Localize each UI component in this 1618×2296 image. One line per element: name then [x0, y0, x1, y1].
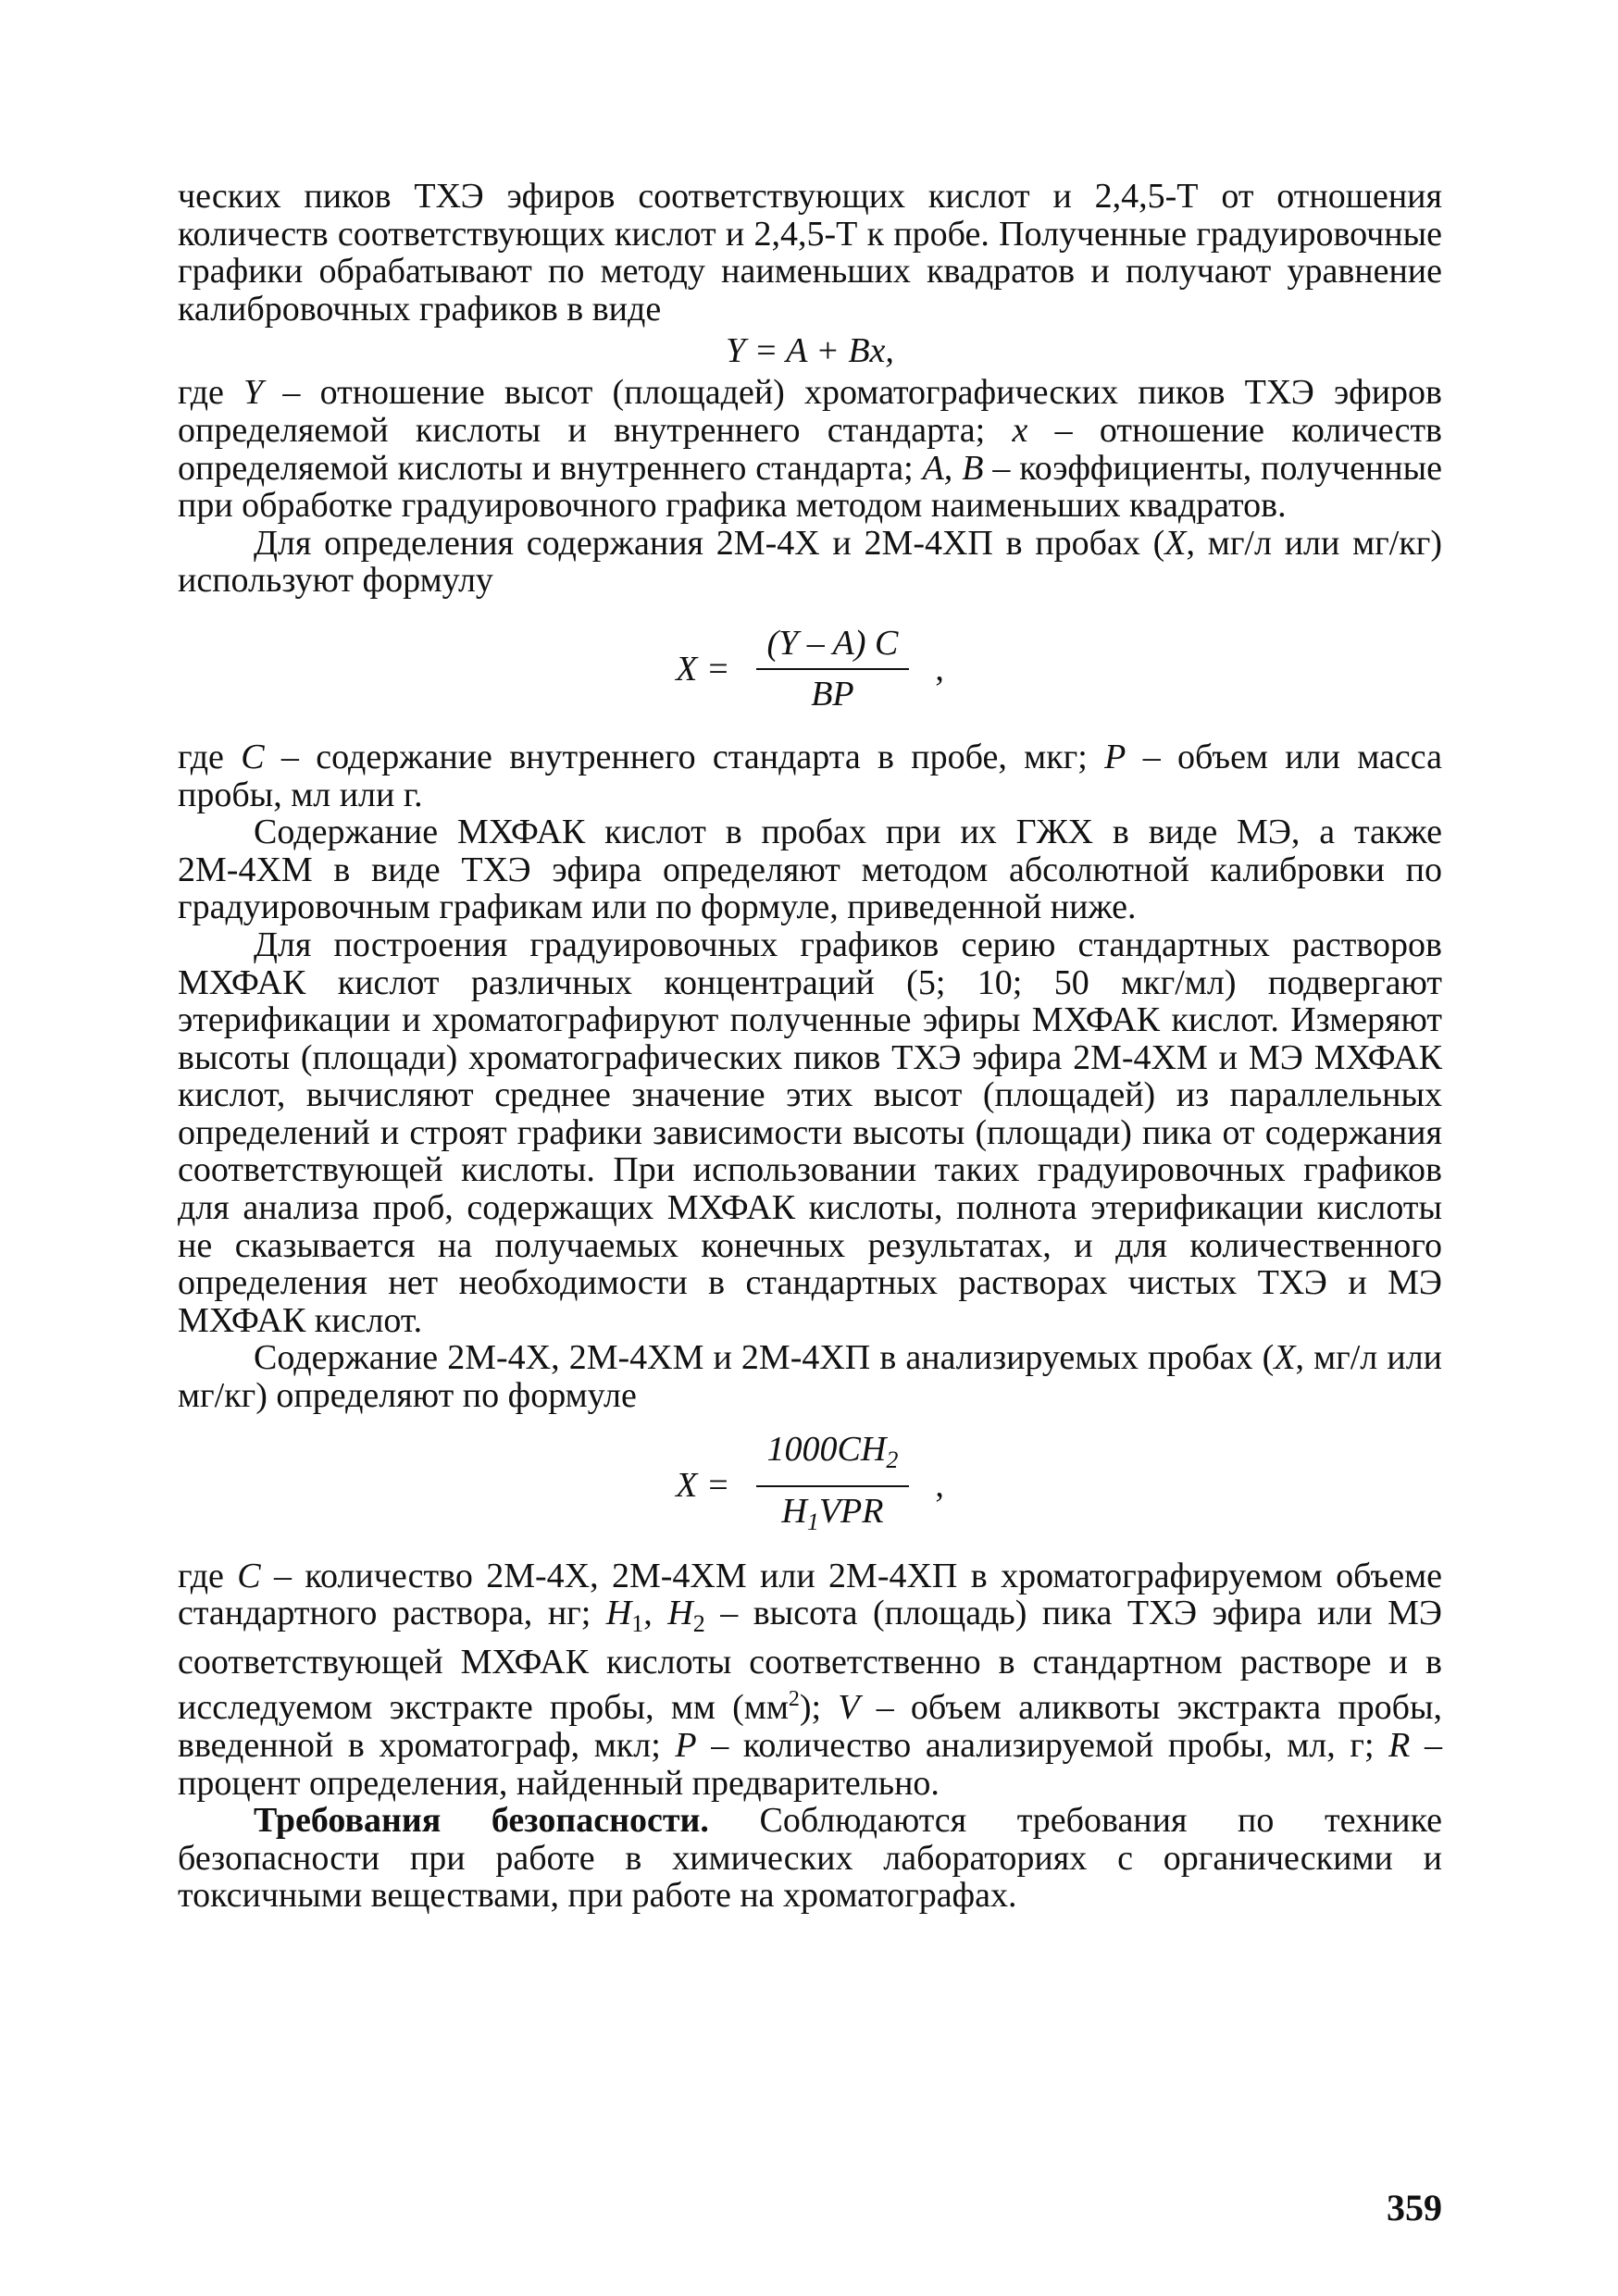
fraction-denominator: BP [811, 674, 854, 714]
paragraph-where-c [178, 738, 1442, 813]
safety-heading: Требования безопасности. [254, 1801, 709, 1841]
text-span: – процент определения, найденный предварительно. [178, 1726, 1442, 1803]
formula-punctuation: , [935, 649, 944, 689]
paragraph-content-formula-intro [178, 1339, 1442, 1414]
fraction-denominator [770, 1493, 894, 1542]
text-span: Соблюдаются требования по технике безопасности при работе в химических лабораториях с органическими и токсичными веществами, при работе на хроматографах. [178, 1801, 1442, 1916]
paragraph-safety [178, 1802, 1442, 1915]
text-span: – объем аликвоты экстракта пробы, введенной в хроматограф, мкл; [178, 1688, 1442, 1765]
var-r: R [1388, 1726, 1411, 1765]
var-x-upper: X [1164, 523, 1187, 563]
text-span: где [178, 1556, 238, 1595]
formula-content-internal-standard [178, 600, 1442, 738]
numerator-main: 1000CH [766, 1430, 887, 1470]
text-span: – объем или масса пробы, мл или г. [178, 737, 1442, 814]
text-span: Содержание 2М-4Х, 2М-4ХМ и 2М-4ХП в анализируемых пробах ( [254, 1338, 1275, 1378]
formula-punctuation: , [935, 1466, 944, 1506]
text-span: , мг/л или мг/кг) определяют по формуле [178, 1338, 1442, 1416]
fraction-bar [756, 668, 910, 670]
denominator-main: H [781, 1491, 807, 1531]
fraction [756, 1431, 910, 1541]
denominator-subscript: 1 [806, 1508, 819, 1535]
text-span: – высота (площадь) пика ТХЭ эфира или МЭ соответствующей МХФАК кислоты соответственно в стандартном растворе и в исследуемом экстракте пробы, мм (мм [178, 1594, 1442, 1728]
fraction-numerator: (Y – A) C [766, 624, 899, 664]
formula-calibration-equation [178, 328, 1442, 374]
var-a-b: А, В [922, 448, 984, 488]
text-span: – количество 2М-4Х, 2М-4ХМ или 2М-4ХП в хроматографируемом объеме стандартного раствора, нг; [178, 1556, 1442, 1633]
var-x: x [1012, 410, 1028, 450]
denominator-rest: VPR [818, 1491, 884, 1531]
paragraph-calibration-graphs: Для построения градуировочных графиков серию стандартных растворов МХФАК кислот различных концентраций (5; 10; 50 мкг/мл) подвергают этерификации и хроматографируют полученные эфиры МХФАК кислот. Измеряют высоты (площади) хроматографических пиков ТХЭ эфира 2М-4ХМ и МЭ МХФАК кислот, вычисляют среднее значение этих высот (площадей) из параллельных определений и строят графики зависимости высоты (площади) пика от содержания соответствующей кислоты. При использовании таких градуировочных графиков для анализа проб, содержащих МХФАК кислоты, полнота этерификации кислоты не сказывается на получаемых конечных результатах, и для количественного определения нет необходимости в стандартных растворах чистых ТХЭ и МЭ МХФАК кислот. [178, 925, 1442, 1340]
text-span: где [178, 373, 244, 413]
formula-absolute-calibration [178, 1415, 1442, 1558]
var-h1-subscript: 1 [631, 1610, 644, 1638]
var-v: V [838, 1688, 860, 1728]
formula-text: Y = A + Bx, [726, 331, 894, 371]
formula-lhs: X = [676, 649, 730, 689]
text-span: Для определения содержания 2М-4Х и 2М-4ХП в пробах ( [254, 523, 1165, 563]
text-body [178, 178, 1442, 1915]
superscript-2: 2 [788, 1687, 800, 1712]
text-span: – отношение высот (площадей) хроматографических пиков ТХЭ эфиров определяемой кислоты и внутреннего стандарта; [178, 373, 1442, 450]
text-span: , [643, 1594, 668, 1633]
paragraph-determination [178, 525, 1442, 600]
text-span: – коэффициенты, полученные при обработке градуировочного графика методом наименьших квадратов. [178, 448, 1443, 526]
text-span: ); [799, 1688, 839, 1728]
var-h2: Н [667, 1594, 693, 1633]
var-h2-subscript: 2 [692, 1610, 705, 1638]
text-span: – отношение количеств определяемой кислоты и внутреннего стандарта; [178, 410, 1442, 488]
paragraph-continuation: ческих пиков ТХЭ эфиров соответствующих кислот и 2,4,5-Т от отношения количеств соответствующих кислот и 2,4,5-Т к пробе. Полученные градуировочные графики обрабатывают по методу наименьших квадратов и получают уравнение калибровочных графиков в виде [178, 177, 1442, 329]
paragraph-where-y [178, 374, 1442, 524]
var-y: Y [243, 373, 264, 413]
var-p: Р [1104, 737, 1126, 776]
var-p: Р [675, 1726, 697, 1765]
text-span: – содержание внутреннего стандарта в пробе, мкг; [264, 737, 1105, 776]
fraction [756, 625, 910, 713]
paragraph-absolute-calibration: Содержание МХФАК кислот в пробах при их ГЖХ в виде МЭ, а также 2М-4ХМ в виде ТХЭ эфира определяют методом абсолютной калибровки по градуировочным графикам или по формуле, приведенной ниже. [178, 813, 1442, 927]
fraction-bar [756, 1485, 910, 1487]
var-x-upper: X [1274, 1338, 1296, 1378]
text-span: где [178, 737, 242, 776]
fraction-numerator [756, 1431, 910, 1480]
var-h1: Н [605, 1594, 632, 1633]
text-span: – количество анализируемой пробы, мл, г; [696, 1726, 1389, 1765]
numerator-subscript: 2 [886, 1446, 899, 1474]
formula-lhs: X = [676, 1466, 730, 1506]
text-span: , мг/л или мг/кг) используют формулу [178, 523, 1442, 601]
var-c: С [241, 737, 265, 776]
page-number: 359 [1387, 2187, 1442, 2228]
paragraph-where-c-2 [178, 1558, 1442, 1803]
var-c: С [237, 1556, 261, 1595]
